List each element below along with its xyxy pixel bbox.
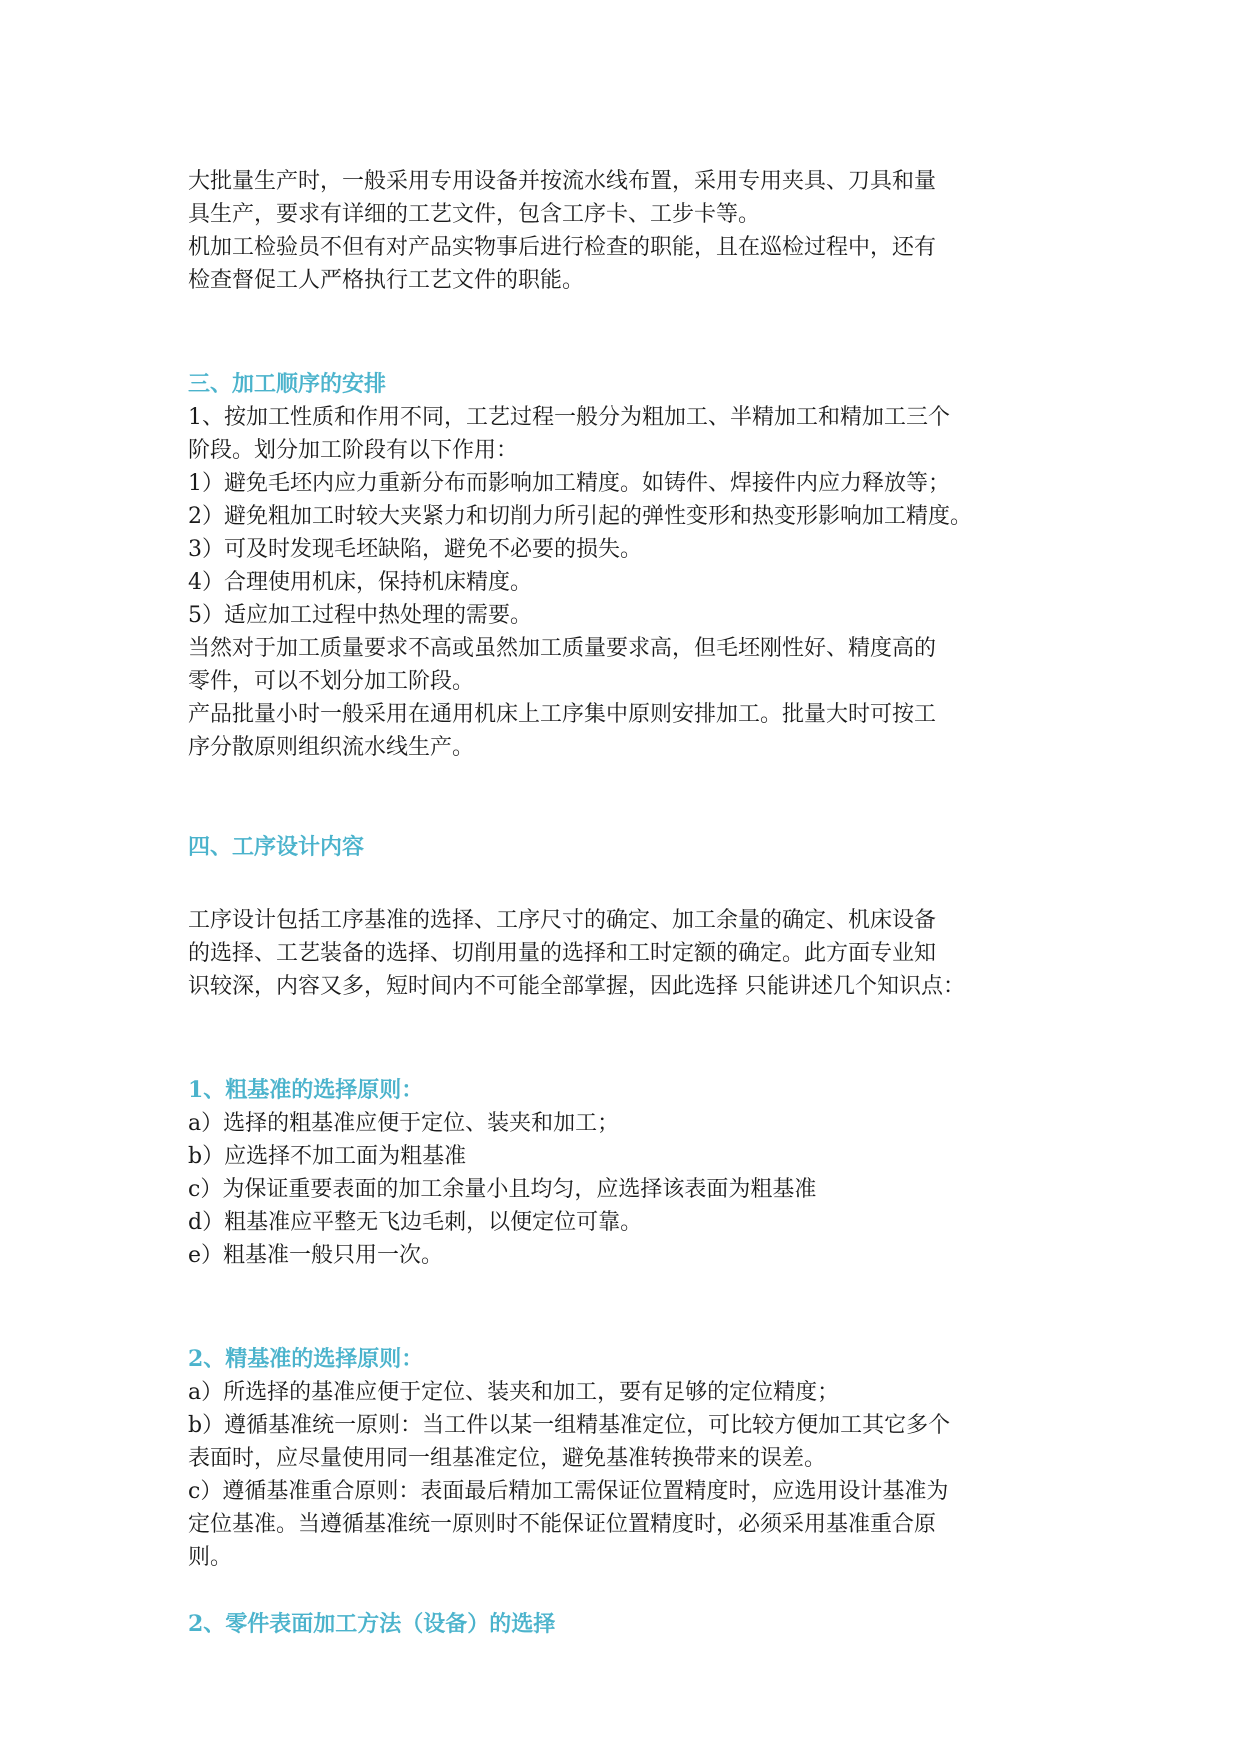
text-line: 识较深，内容又多，短时间内不可能全部掌握，因此选择 只能讲述几个知识点： [188, 974, 965, 999]
section-heading: 四、工序设计内容 [188, 834, 365, 860]
section-surface-method [188, 1608, 1078, 1641]
text-line: 2）避免粗加工时较大夹紧力和切削力所引起的弹性变形和热变形影响加工精度。 [188, 504, 972, 529]
list-item: b）应选择不加工面为粗基准 [188, 1144, 467, 1169]
list-item: e）粗基准一般只用一次。 [188, 1243, 444, 1268]
intro-paragraph [188, 165, 1078, 297]
text-line: 表面时，应尽量使用同一组基准定位，避免基准转换带来的误差。 [188, 1446, 827, 1471]
document-page [188, 165, 1078, 1641]
text-line: 零件，可以不划分加工阶段。 [188, 669, 475, 694]
subsection-heading: 2、精基准的选择原则： [188, 1346, 424, 1372]
text-line: 具生产，要求有详细的工艺文件，包含工序卡、工步卡等。 [188, 202, 761, 227]
list-item: b）遵循基准统一原则：当工件以某一组精基准定位，可比较方便加工其它多个 [188, 1413, 951, 1438]
text-line: 当然对于加工质量要求不高或虽然加工质量要求高，但毛坯刚性好、精度高的 [188, 636, 937, 661]
list-item: a）所选择的基准应便于定位、装夹和加工，要有足够的定位精度； [188, 1380, 840, 1405]
subsection-heading: 1、粗基准的选择原则： [188, 1077, 424, 1103]
section-process-design [188, 831, 1078, 1003]
section-fine-datum [188, 1343, 1078, 1574]
text-line: 1）避免毛坯内应力重新分布而影响加工精度。如铸件、焊接件内应力释放等； [188, 471, 950, 496]
text-line: 检查督促工人严格执行工艺文件的职能。 [188, 268, 585, 293]
list-item: c）为保证重要表面的加工余量小且均匀，应选择该表面为粗基准 [188, 1177, 817, 1202]
text-line: 阶段。划分加工阶段有以下作用： [188, 438, 519, 463]
text-line: 大批量生产时，一般采用专用设备并按流水线布置，采用专用夹具、刀具和量 [188, 169, 937, 194]
section-rough-datum [188, 1074, 1078, 1272]
section-heading: 三、加工顺序的安排 [188, 371, 387, 397]
text-line: 定位基准。当遵循基准统一原则时不能保证位置精度时，必须采用基准重合原 [188, 1512, 937, 1537]
text-line: 1、按加工性质和作用不同，工艺过程一般分为粗加工、半精加工和精加工三个 [188, 405, 950, 430]
text-line: 机加工检验员不但有对产品实物事后进行检查的职能，且在巡检过程中，还有 [188, 235, 937, 260]
list-item: d）粗基准应平整无飞边毛刺，以便定位可靠。 [188, 1210, 643, 1235]
text-line: 工序设计包括工序基准的选择、工序尺寸的确定、加工余量的确定、机床设备 [188, 908, 937, 933]
text-line: 产品批量小时一般采用在通用机床上工序集中原则安排加工。批量大时可按工 [188, 702, 937, 727]
text-line: 4）合理使用机床，保持机床精度。 [188, 570, 532, 595]
text-line: 则。 [188, 1545, 233, 1570]
subsection-heading: 2、零件表面加工方法（设备）的选择 [188, 1611, 556, 1637]
text-line: 5）适应加工过程中热处理的需要。 [188, 603, 532, 628]
text-line: 3）可及时发现毛坯缺陷，避免不必要的损失。 [188, 537, 642, 562]
section-processing-order [188, 368, 1078, 764]
list-item: c）遵循基准重合原则：表面最后精加工需保证位置精度时，应选用设计基准为 [188, 1479, 949, 1504]
text-line: 的选择、工艺装备的选择、切削用量的选择和工时定额的确定。此方面专业知 [188, 941, 937, 966]
text-line: 序分散原则组织流水线生产。 [188, 735, 475, 760]
list-item: a）选择的粗基准应便于定位、装夹和加工； [188, 1111, 620, 1136]
